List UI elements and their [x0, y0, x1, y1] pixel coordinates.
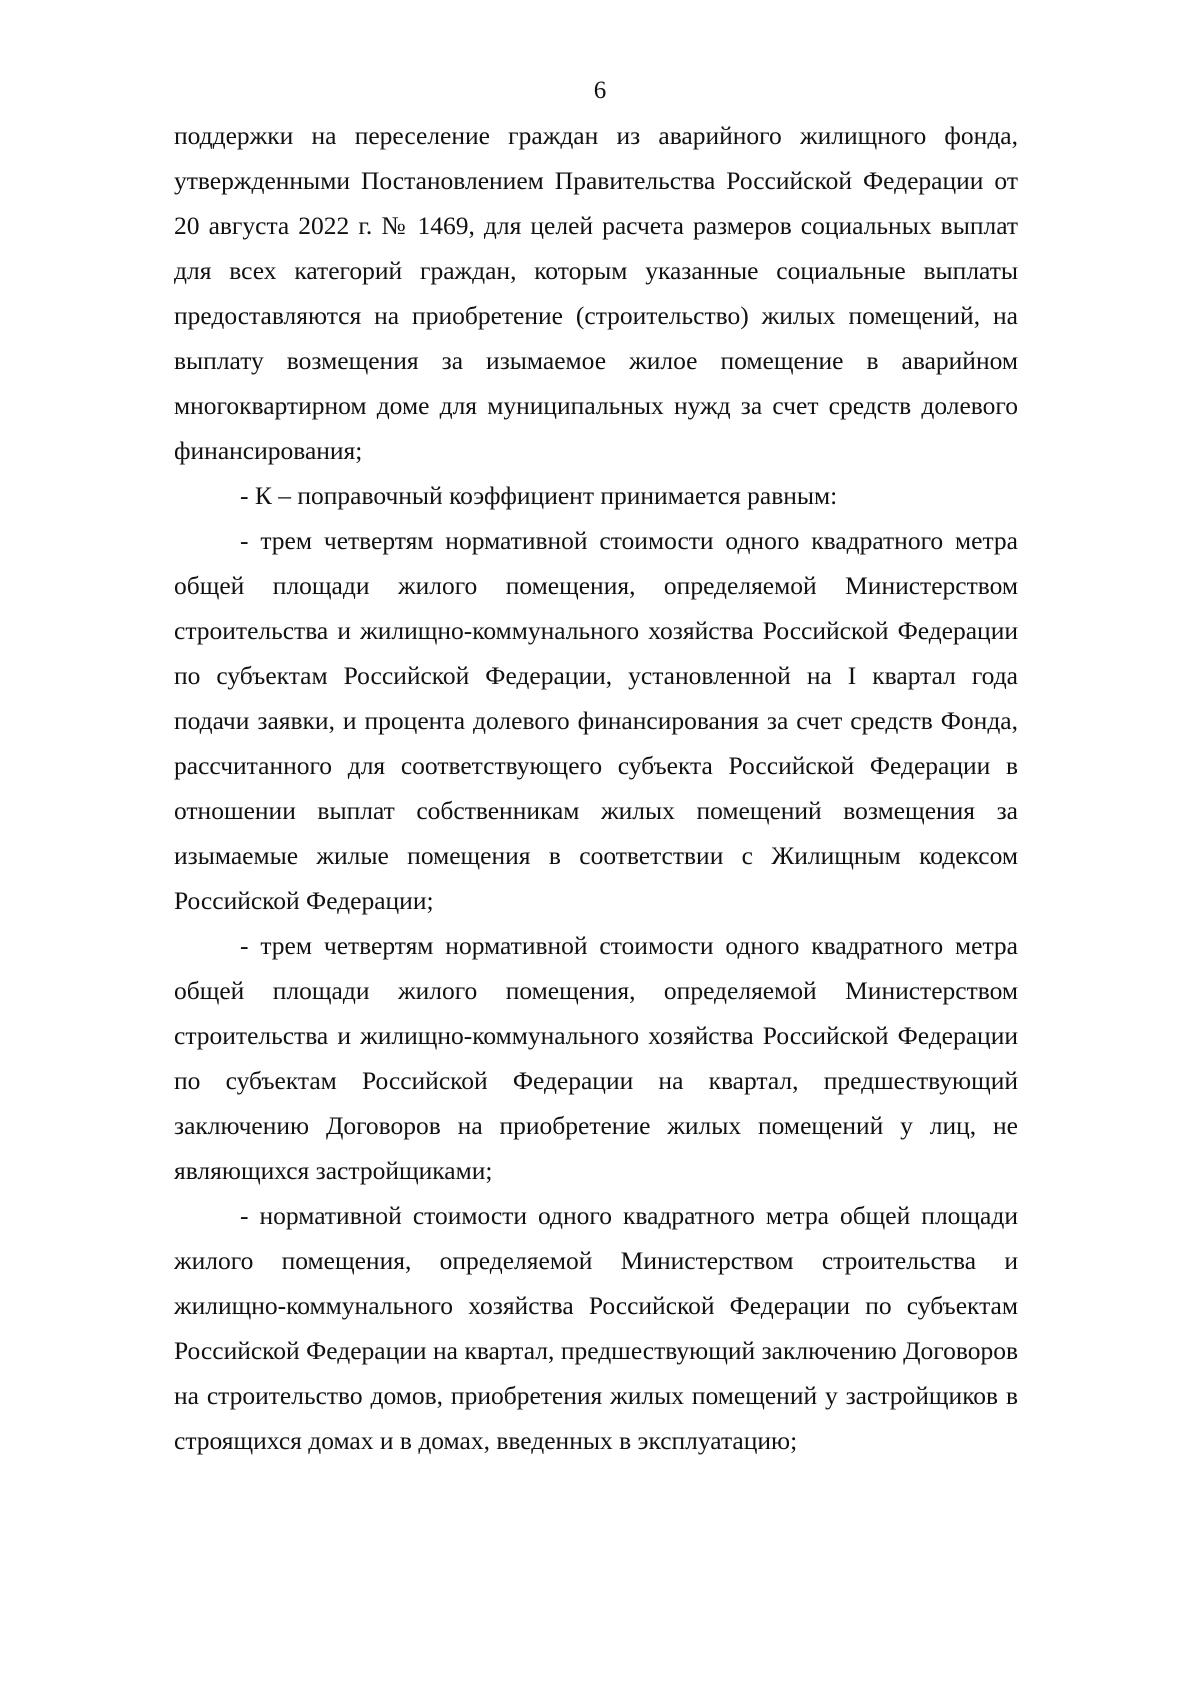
document-body	[174, 113, 1018, 1463]
paragraph-case-first-quarter: - трем четвертям нормативной стоимости одного квадратного метра общей площади жилого помещения, определяемой Министерством строительства и жилищно-коммунального хозяйства Российской Федерации по субъектам Российской Федерации, установленной на I квартал года подачи заявки, и процента долевого финансирования за счет средств Фонда, рассчитанного для соответствующего субъекта Российской Федерации в отношении выплат собственникам жилых помещений возмещения за изымаемые жилые помещения в соответствии с Жилищным кодексом Российской Федерации;	[174, 526, 1018, 915]
page-number: 6	[593, 77, 607, 104]
paragraph-case-non-developers: - трем четвертям нормативной стоимости одного квадратного метра общей площади жилого помещения, определяемой Министерством строительства и жилищно-коммунального хозяйства Российской Федерации по субъектам Российской Федерации на квартал, предшествующий заключению Договоров на приобретение жилых помещений у лиц, не являющихся застройщиками;	[174, 931, 1018, 1185]
paragraph-case-developers: - нормативной стоимости одного квадратного метра общей площади жилого помещения, определяемой Министерством строительства и жилищно-коммунального хозяйства Российской Федерации по субъектам Российской Федерации на квартал, предшествующий заключению Договоров на строительство домов, приобретения жилых помещений у застройщиков в строящихся домах и в домах, введенных в эксплуатацию;	[174, 1201, 1018, 1455]
paragraph-continuation: поддержки на переселение граждан из аварийного жилищного фонда, утвержденными Постановлением Правительства Российской Федерации от 20 августа 2022 г. № 1469, для целей расчета размеров социальных выплат для всех категорий граждан, которым указанные социальные выплаты предоставляются на приобретение (строительство) жилых помещений, на выплату возмещения за изымаемое жилое помещение в аварийном многоквартирном доме для муниципальных нужд за счет средств долевого финансирования;	[174, 121, 1018, 465]
paragraph-coefficient-definition: - К – поправочный коэффициент принимается равным:	[240, 481, 838, 510]
